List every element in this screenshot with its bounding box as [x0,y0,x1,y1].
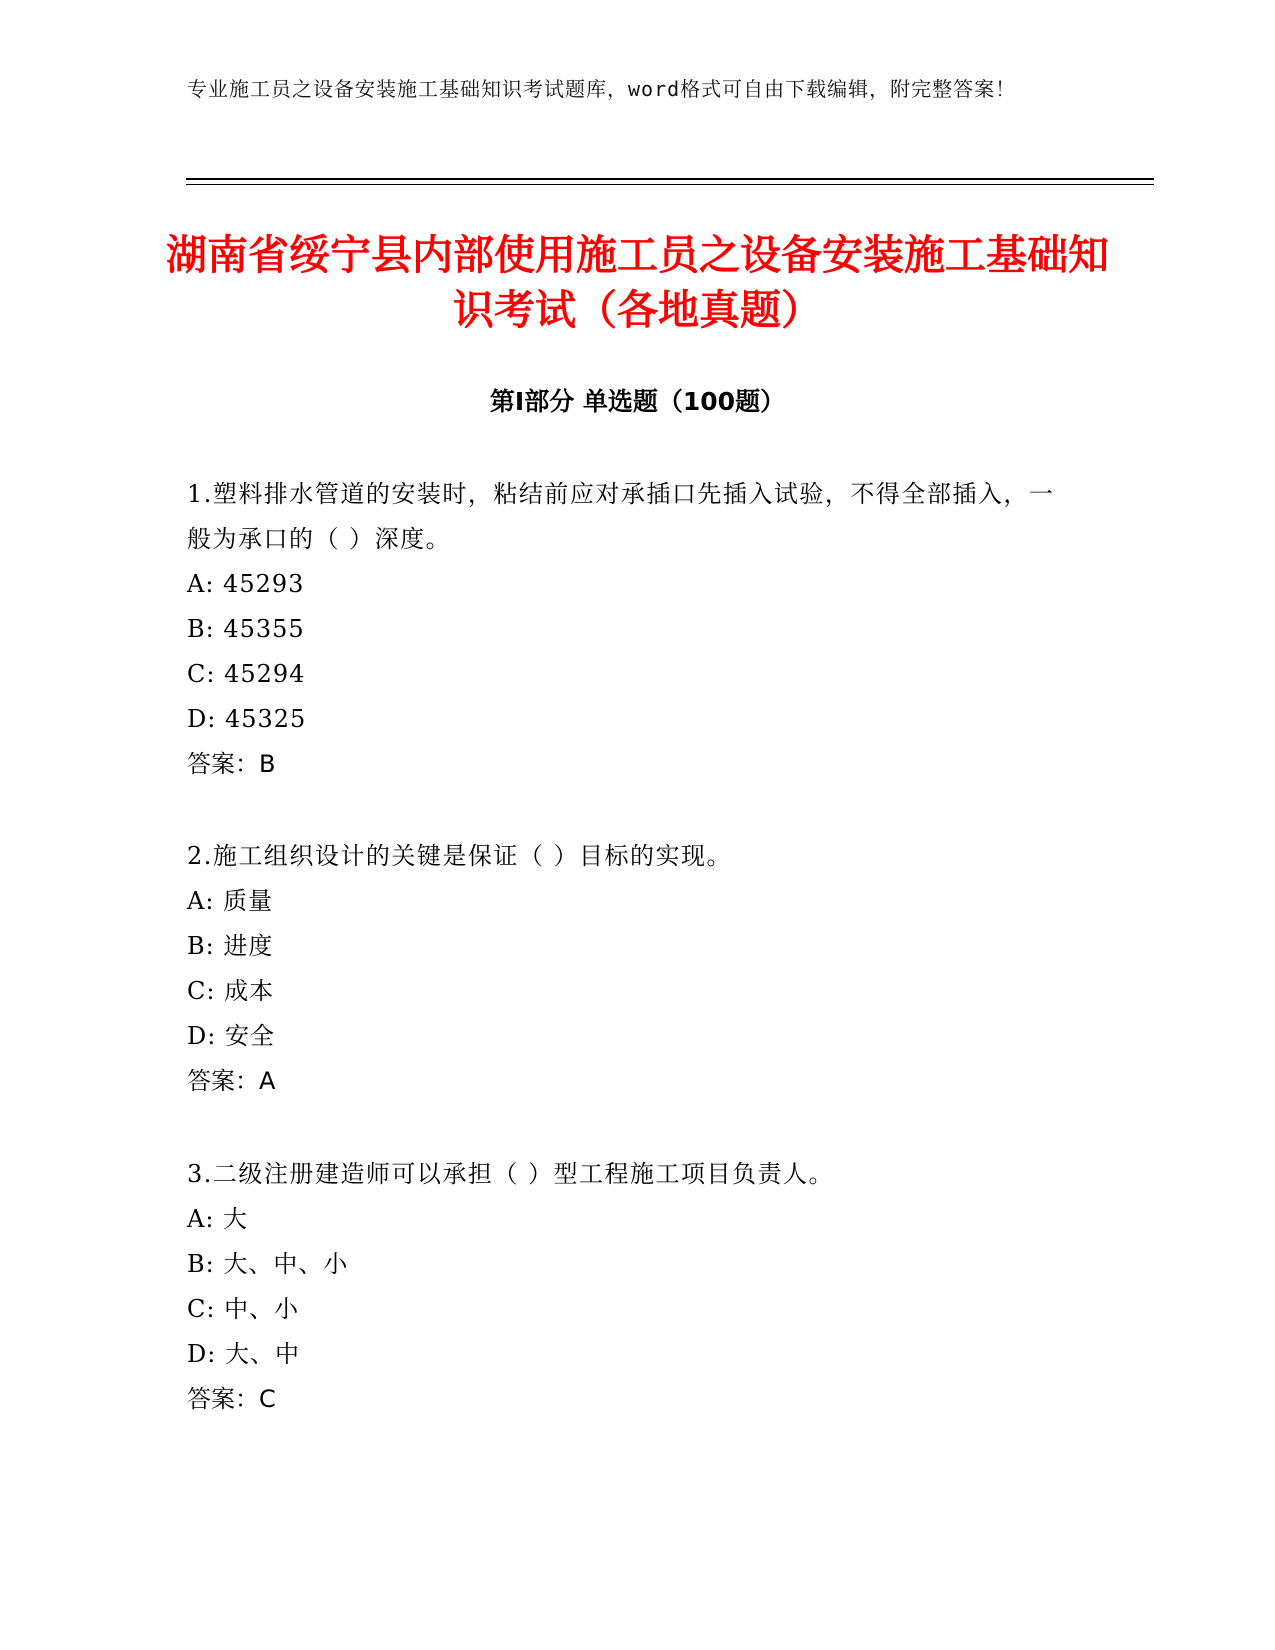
option-d: D: 45325 [187,705,307,733]
option-a: A: 大 [187,1205,249,1233]
question-3 [187,1152,1067,1422]
section-title: 第Ⅰ部分 单选题（100题） [489,387,786,416]
header-rule-thick [186,178,1154,180]
header-note: 专业施工员之设备安装施工基础知识考试题库，word格式可自由下载编辑，附完整答案！ [187,77,1017,101]
question-stem: 2.施工组织设计的关键是保证（ ）目标的实现。 [187,842,733,870]
question-stem: 3.二级注册建造师可以承担（ ）型工程施工项目负责人。 [187,1160,835,1188]
question-1 [187,472,1067,787]
option-a: A: 45293 [187,570,305,598]
document-title: 湖南省绥宁县内部使用施工员之设备安装施工基础知识考试（各地真题） [166,231,1109,334]
question-2 [187,834,1067,1104]
option-b: B: 45355 [187,615,305,643]
answer: 答案：C [187,1385,276,1413]
question-stem: 1.塑料排水管道的安装时，粘结前应对承插口先插入试验，不得全部插入，一般为承口的（ ）深度。 [187,480,1055,553]
option-a: A: 质量 [187,887,274,915]
option-c: C: 45294 [187,660,306,688]
option-d: D: 大、中 [187,1340,300,1368]
option-c: C: 中、小 [187,1295,300,1323]
option-b: B: 进度 [187,932,274,960]
answer: 答案：A [187,1067,276,1095]
option-d: D: 安全 [187,1022,275,1050]
option-c: C: 成本 [187,977,275,1005]
header-rule-thin [186,184,1154,185]
option-b: B: 大、中、小 [187,1250,349,1278]
answer: 答案：B [187,750,276,778]
